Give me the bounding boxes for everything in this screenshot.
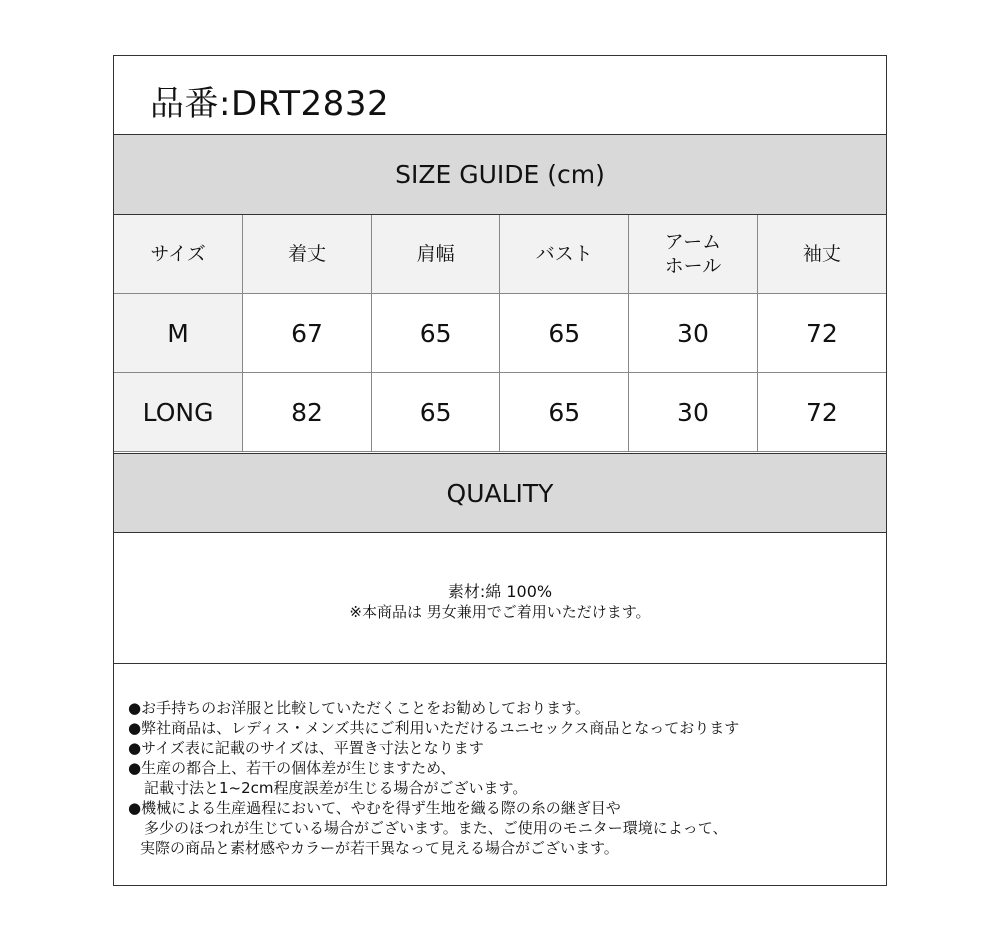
size-table [114,215,886,452]
table-cell: 82 [243,373,372,452]
product-number-row [114,56,886,135]
size-guide-heading [114,135,886,215]
header-bust: バスト [500,215,629,294]
note-line: ●機械による生産過程において、やむを得ず生地を織る際の糸の継ぎ目や [128,799,621,817]
table-row [114,294,886,373]
quality-details [114,533,886,664]
table-cell: 65 [500,294,629,373]
note-line: ●お手持ちのお洋服と比較していただくことをお勧めしております。 [128,699,590,717]
table-cell: 65 [500,373,629,452]
table-cell: 72 [757,294,886,373]
note-line: ●生産の都合上、若干の個体差が生じますため、 [128,759,456,777]
row-label-m: M [114,294,243,373]
row-label-long: LONG [114,373,243,452]
note-line: 多少のほつれが生じている場合がございます。また、ご使用のモニター環境によって、 [144,819,728,837]
notes-list [128,698,868,858]
table-cell: 30 [629,373,758,452]
table-cell: 65 [371,294,500,373]
table-cell: 30 [629,294,758,373]
note-line: ●弊社商品は、レディス・メンズ共にご利用いただけるユニセックス商品となっております [128,719,740,737]
table-cell: 67 [243,294,372,373]
unisex-note: ※本商品は 男女兼用でご着用いただけます。 [349,603,651,621]
quality-heading [114,453,886,533]
size-chart-sheet [113,55,887,886]
table-cell: 72 [757,373,886,452]
size-table-header-row [114,215,886,294]
note-line: ●サイズ表に記載のサイズは、平置き寸法となります [128,739,484,757]
table-row [114,373,886,452]
table-cell: 65 [371,373,500,452]
material-text: 素材:綿 100% [447,582,553,601]
product-number: 品番:DRT2832 [150,84,390,124]
header-length: 着丈 [243,215,372,294]
quality-title: QUALITY [446,478,554,508]
header-sleeve: 袖丈 [757,215,886,294]
header-shoulder: 肩幅 [371,215,500,294]
header-size: サイズ [114,215,243,294]
note-line: 記載寸法と1~2cm程度誤差が生じる場合がございます。 [144,779,528,797]
size-guide-title: SIZE GUIDE (cm) [395,160,605,189]
note-line: 実際の商品と素材感やカラーが若干異なって見える場合がございます。 [140,839,619,857]
header-armhole: アーム ホール [629,215,758,294]
